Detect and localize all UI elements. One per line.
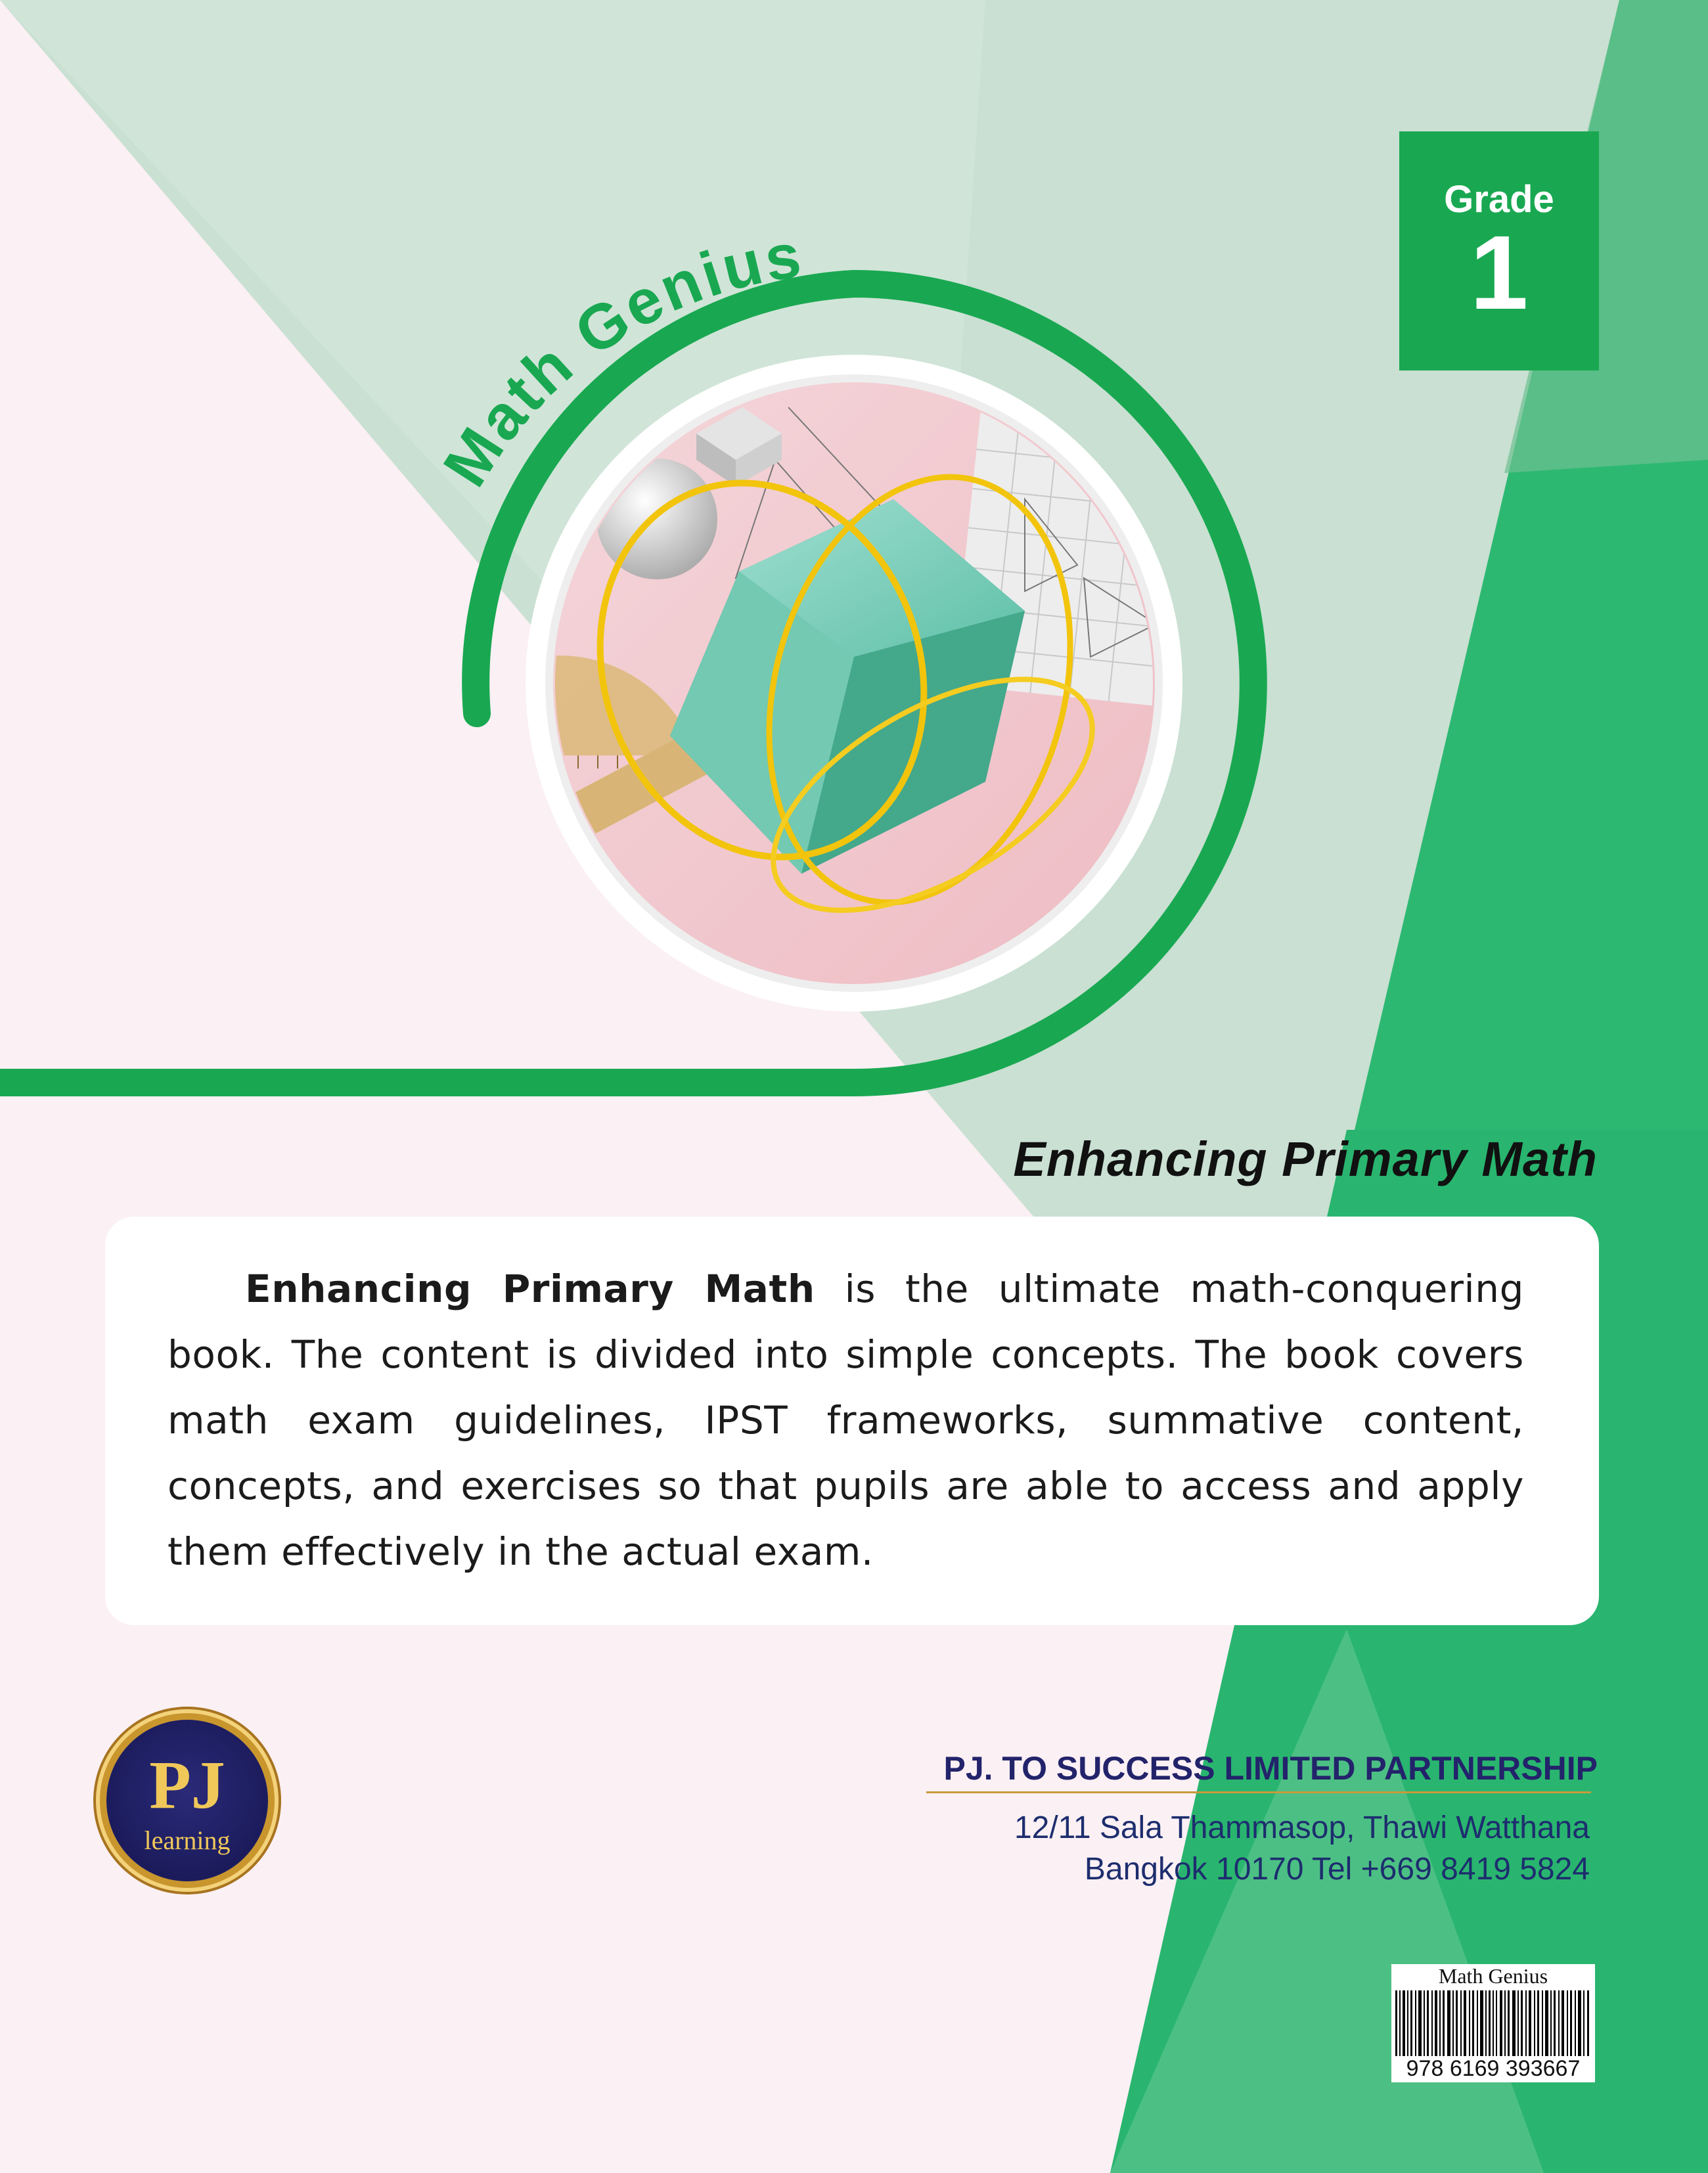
book-subtitle: Enhancing Primary Math xyxy=(1013,1132,1598,1186)
series-title: Math Genius xyxy=(430,219,808,499)
description-body: is the ultimate math-conquering book. The content is divided into simple concepts. The book covers math exam guidelines, IPST frameworks, summative content, concepts, and exercises so that pupils are able to access and apply them effectively in the actual exam. xyxy=(168,1266,1525,1574)
grade-label: Grade xyxy=(1444,178,1554,221)
barcode-title: Math Genius xyxy=(1438,1964,1548,1988)
isbn-barcode xyxy=(1391,1964,1595,2082)
description-text xyxy=(168,1256,1524,1584)
description-box xyxy=(105,1217,1599,1625)
publisher-logo xyxy=(106,1720,268,1881)
grade-badge xyxy=(1399,131,1599,370)
publisher-address-line1: 12/11 Sala Thammasop, Thawi Watthana xyxy=(1014,1810,1590,1845)
svg-text:Math Genius xyxy=(430,220,807,499)
publisher-name: PJ. TO SUCCESS LIMITED PARTNERSHIP xyxy=(943,1750,1598,1787)
publisher-divider xyxy=(926,1791,1591,1793)
grade-number: 1 xyxy=(1470,213,1529,331)
logo-mark: PJ xyxy=(149,1747,225,1823)
isbn-number: 978 6169 393667 xyxy=(1406,2056,1581,2081)
logo-subtext: learning xyxy=(144,1826,231,1855)
barcode-bars xyxy=(1391,1990,1595,2056)
publisher-address-line2: Bangkok 10170 Tel +669 8419 5824 xyxy=(1084,1852,1590,1887)
description-lead: Enhancing Primary Math xyxy=(245,1266,815,1311)
